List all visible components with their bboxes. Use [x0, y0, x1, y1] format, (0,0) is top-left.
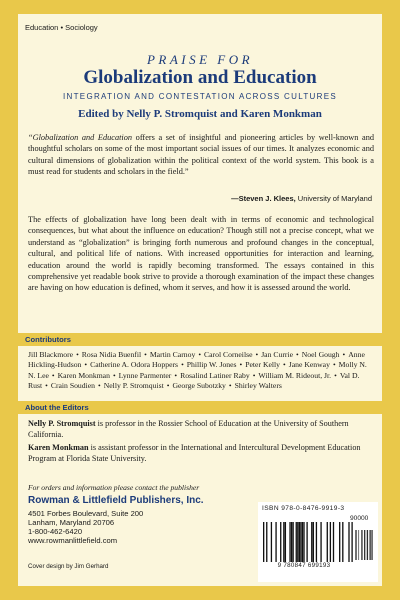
contributor-name: Nelly P. Stromquist	[103, 380, 164, 390]
bullet-separator: •	[334, 370, 337, 380]
editor-bio-text: is assistant professor in the International and Intercultural Development Education Program at Florida State University.	[28, 443, 361, 463]
contributor-name: Val D. Rust	[28, 370, 360, 390]
book-title: Globalization and Education	[83, 67, 317, 88]
bullet-separator: •	[198, 350, 202, 359]
quote-attribution	[231, 194, 372, 203]
editor-name: Karen Monkman	[28, 443, 89, 452]
bullet-separator: •	[296, 350, 299, 359]
contributor-name: Peter Kelly	[245, 360, 281, 370]
contributor-name: Anne Hickling-Hudson	[28, 350, 365, 370]
quote-title: “Globalization and Education	[28, 133, 133, 142]
contributor-name: Noel Gough	[301, 350, 340, 359]
cover-design-credit: Cover design by Jim Gerhard	[28, 563, 109, 570]
contributors-list	[28, 350, 374, 391]
bullet-separator: •	[283, 360, 286, 370]
bullet-separator: •	[174, 370, 178, 380]
contributor-name: Jill Blackmore	[28, 350, 74, 359]
editor-bio	[28, 443, 374, 465]
bullet-separator: •	[84, 360, 88, 370]
price-code: 90000	[350, 515, 369, 522]
quote-body: offers a set of insightful and pioneering articles by well-known and thoughtful scholars on some of the most important social issues of our times. It analyzes economic and cultural dimensions of globalization within the political context of the world system. This book is a must read for students and scholars in the field.”	[28, 133, 374, 177]
book-subtitle: INTEGRATION AND CONTESTATION ACROSS CULTURES	[63, 92, 337, 101]
bullet-separator: •	[76, 350, 79, 359]
order-note: For orders and information please contact the publisher	[28, 483, 200, 492]
contributor-name: Jane Kenway	[288, 360, 330, 370]
contributor-name: Catherine A. Odora Hoppers	[90, 360, 179, 370]
praise-heading: PRAISE FOR	[146, 52, 254, 67]
subject-tag: Education • Sociology	[25, 23, 98, 32]
bullet-separator: •	[98, 380, 101, 390]
bullet-separator: •	[252, 370, 256, 380]
publisher-name: Rowman & Littlefield Publishers, Inc.	[28, 495, 204, 506]
bullet-separator: •	[181, 360, 184, 370]
quote-author: —Steven J. Klees,	[231, 194, 296, 203]
bullet-separator: •	[342, 350, 346, 359]
contributor-name: Molly N. N. Lee	[28, 360, 367, 380]
editors-heading: About the Editors	[18, 401, 382, 414]
publisher-website[interactable]: www.rowmanlittlefield.com	[28, 536, 118, 545]
content-panel	[18, 14, 382, 586]
contributor-name: George Subotzky	[172, 380, 226, 390]
contributors-heading: Contributors	[18, 333, 382, 346]
contributor-name: Jan Currie	[261, 350, 293, 359]
editor-name: Nelly P. Stromquist	[28, 419, 96, 428]
contributor-name: Crain Soudien	[50, 380, 96, 390]
book-description: The effects of globalization have long been dealt with in terms of economic and technological consequences, but what about the influence on education? Though still not a precise concept, what we understand as “globalization” is bringing forth numerous and profound changes in the conceptual, cultural, and political life of nations. With increased opportunities for interaction and learning, education around the world is rapidly becoming transformed. The essays contained in this comprehensive yet readable book strive to provide a thorough examination of the impact these changes are having on how education is defined, whom it serves, and how it is assessed around the world.	[28, 215, 374, 293]
barcode-number: 9 780847 699193	[277, 562, 331, 569]
publisher-city: Lanham, Maryland 20706	[28, 518, 115, 527]
publisher-phone: 1-800-462-6420	[28, 527, 83, 536]
contributor-name: Carol Corneilse	[204, 350, 253, 359]
contributor-name: Martin Carnoy	[149, 350, 196, 359]
contributor-name: Rosa Nidia Buenfil	[81, 350, 142, 359]
price-barcode-icon	[354, 530, 374, 560]
editor-bio-text: is professor in the Rossier School of Education at the University of Southern California.	[28, 419, 349, 439]
bullet-separator: •	[332, 360, 336, 370]
isbn-text: ISBN 978-0-8476-9919-3	[262, 505, 345, 512]
quote-affiliation: University of Maryland	[295, 194, 372, 203]
bullet-separator: •	[45, 380, 48, 390]
contributor-name: Shirley Walters	[234, 380, 282, 390]
editor-bio	[28, 419, 374, 441]
bullet-separator: •	[144, 350, 147, 359]
bullet-separator: •	[239, 360, 243, 370]
bullet-separator: •	[51, 370, 55, 380]
contributor-name: Rosalind Latiner Raby	[180, 370, 250, 380]
bullet-separator: •	[166, 380, 170, 390]
publisher-address: 4501 Forbes Boulevard, Suite 200	[28, 509, 144, 518]
contributor-name: William M. Rideout, Jr.	[258, 370, 332, 380]
bullet-separator: •	[255, 350, 259, 359]
bullet-separator: •	[228, 380, 232, 390]
contributor-name: Phillip W. Jones	[186, 360, 237, 370]
contributor-name: Karen Monkman	[57, 370, 110, 380]
bullet-separator: •	[112, 370, 116, 380]
review-quote	[28, 132, 374, 178]
barcode-panel	[258, 502, 378, 582]
contributor-name: Lynne Parmenter	[118, 370, 172, 380]
barcode-icon	[262, 522, 354, 562]
editors-line: Edited by Nelly P. Stromquist and Karen Monkman	[78, 108, 322, 120]
